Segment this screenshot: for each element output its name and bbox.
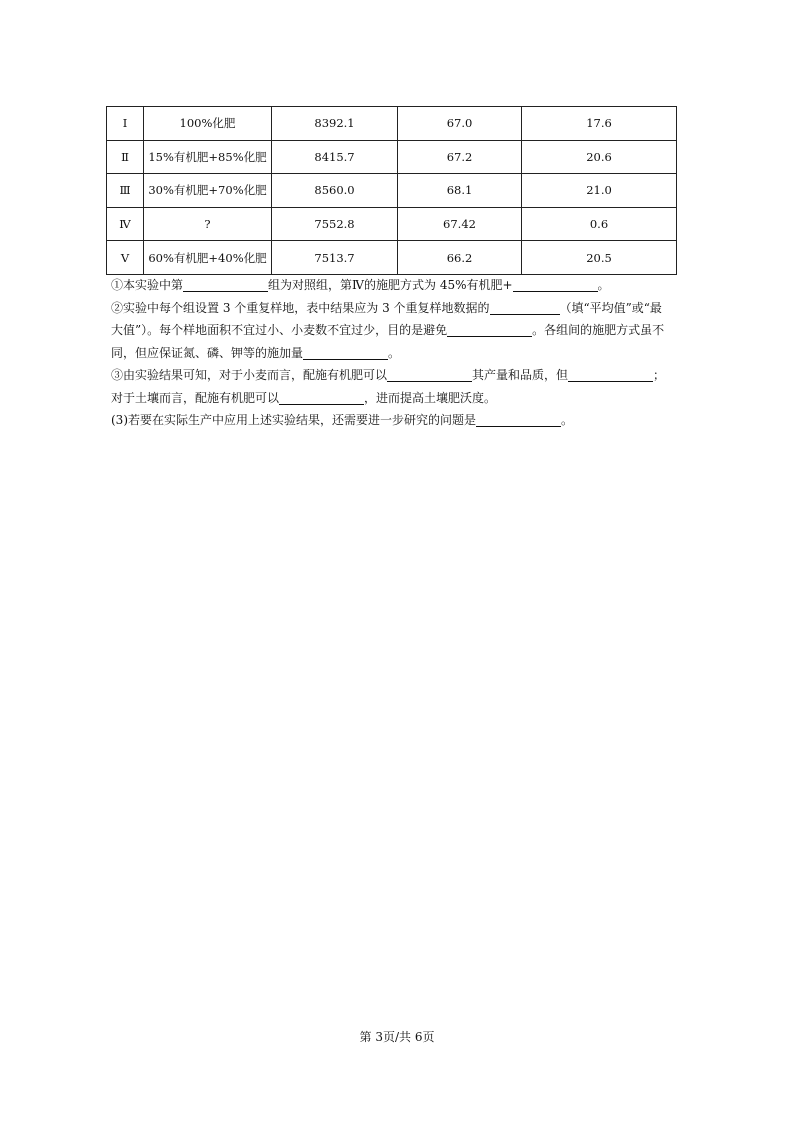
table-cell-method: ? — [144, 207, 272, 241]
table-row — [107, 174, 677, 208]
table-cell-group: Ⅰ — [107, 107, 144, 141]
results-table — [106, 106, 677, 275]
table-cell-group: Ⅴ — [107, 241, 144, 275]
table-cell-v1: 7513.7 — [272, 241, 398, 275]
table-cell-v1: 8415.7 — [272, 140, 398, 174]
answer-blank[interactable] — [303, 345, 388, 360]
answer-blank[interactable] — [447, 322, 532, 337]
table-cell-v2: 66.2 — [398, 241, 522, 275]
table-cell-v3: 20.5 — [522, 241, 677, 275]
table-cell-group: Ⅱ — [107, 140, 144, 174]
table-cell-method: 15%有机肥+85%化肥 — [144, 140, 272, 174]
question-2-line-1: ②实验中每个组设置 3 个重复样地，表中结果应为 3 个重复样地数据的 （填“平均值”或“最 — [111, 300, 662, 315]
question-4: (3)若要在实际生产中应用上述实验结果，还需要进一步研究的问题是 。 — [111, 413, 574, 427]
answer-blank[interactable] — [568, 367, 653, 382]
table-row — [107, 140, 677, 174]
page-footer: 第 3页/共 6页 — [359, 1030, 435, 1044]
answer-blank[interactable] — [387, 367, 472, 382]
table-cell-v1: 8560.0 — [272, 174, 398, 208]
answer-blank[interactable] — [513, 277, 598, 292]
answer-blank[interactable] — [279, 390, 364, 405]
question-1: ①本实验中第 组为对照组，第Ⅳ的施肥方式为 45%有机肥+ 。 — [111, 278, 610, 292]
table-cell-v2: 68.1 — [398, 174, 522, 208]
table-cell-v2: 67.0 — [398, 107, 522, 141]
table-cell-method: 60%有机肥+40%化肥 — [144, 241, 272, 275]
answer-blank[interactable] — [476, 412, 561, 427]
table-cell-group: Ⅲ — [107, 174, 144, 208]
table-cell-v3: 20.6 — [522, 140, 677, 174]
answer-blank[interactable] — [490, 300, 560, 315]
table-row — [107, 241, 677, 275]
question-3-line-2: 对于土壤而言，配施有机肥可以 ，进而提高土壤肥沃度。 — [111, 390, 497, 405]
table-cell-v1: 7552.8 — [272, 207, 398, 241]
question-2-line-3: 同，但应保证氮、磷、钾等的施加量 。 — [111, 345, 401, 360]
table-cell-v3: 0.6 — [522, 207, 677, 241]
question-3-line-1: ③由实验结果可知，对于小麦而言，配施有机肥可以 其产量和品质，但 ； — [111, 368, 666, 382]
table-cell-v3: 17.6 — [522, 107, 677, 141]
answer-blank[interactable] — [183, 277, 268, 292]
table-row — [107, 107, 677, 141]
questions — [111, 274, 681, 432]
table-cell-method: 30%有机肥+70%化肥 — [144, 174, 272, 208]
question-2-line-2: 大值”）。每个样地面积不宜过小、小麦数不宜过少，目的是避免 。各组间的施肥方式虽不 — [111, 323, 665, 337]
table-cell-method: 100%化肥 — [144, 107, 272, 141]
table-row — [107, 207, 677, 241]
table-cell-v2: 67.42 — [398, 207, 522, 241]
table-cell-v1: 8392.1 — [272, 107, 398, 141]
table-cell-v3: 21.0 — [522, 174, 677, 208]
table-cell-v2: 67.2 — [398, 140, 522, 174]
table-cell-group: Ⅳ — [107, 207, 144, 241]
